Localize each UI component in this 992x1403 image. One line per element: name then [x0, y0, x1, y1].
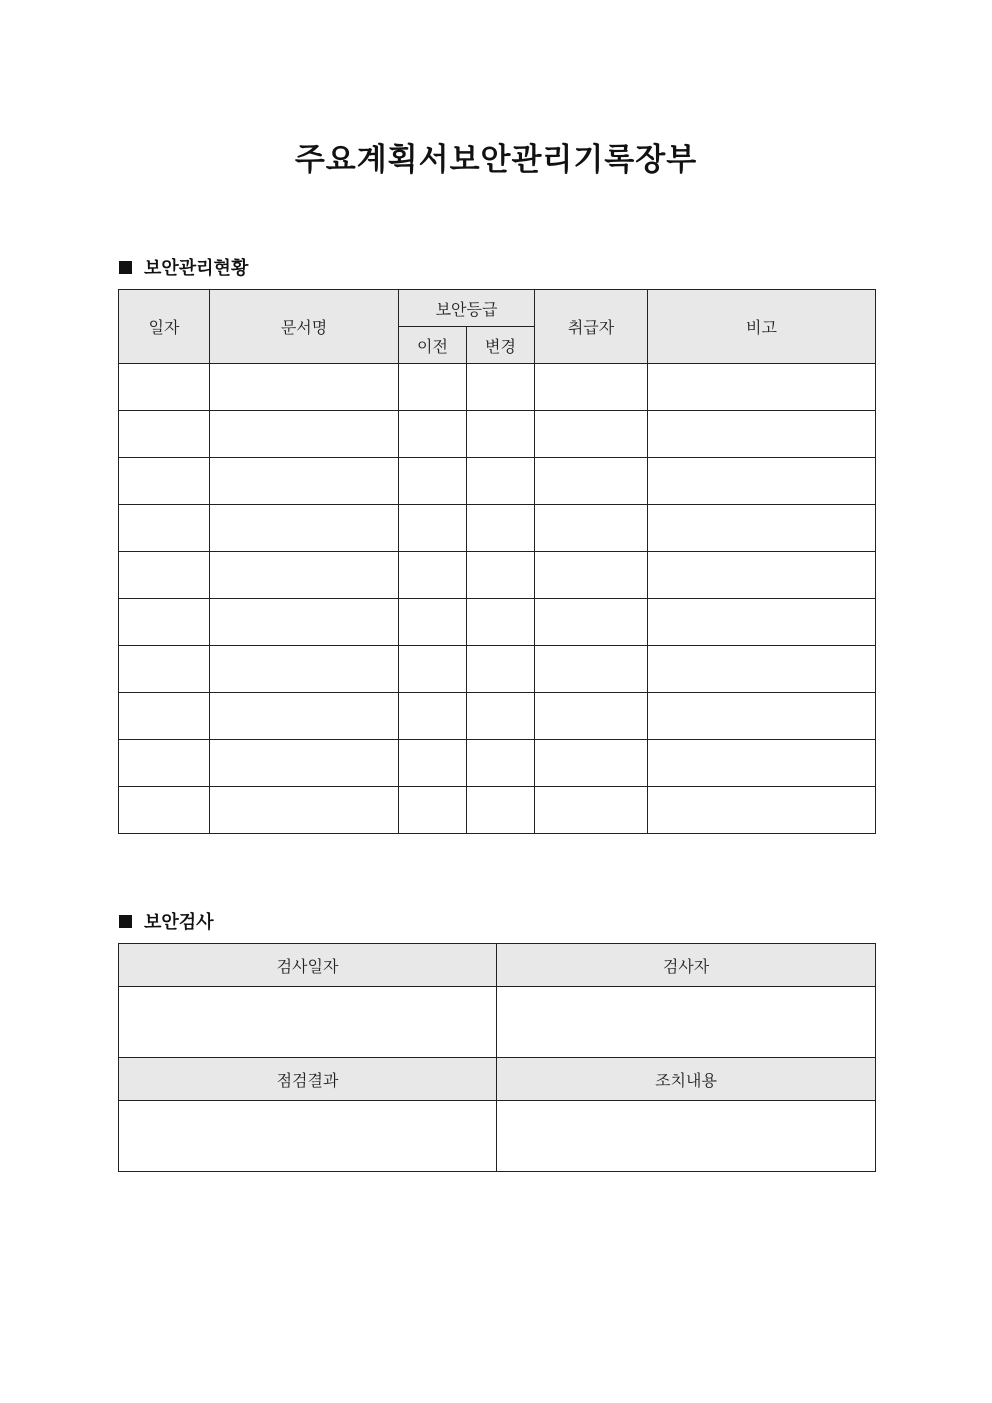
date-cell[interactable] — [119, 458, 210, 505]
table-row — [119, 364, 876, 411]
remarks-cell[interactable] — [648, 646, 876, 693]
change-cell[interactable] — [467, 552, 535, 599]
table-row — [119, 552, 876, 599]
header-document-name: 문서명 — [210, 290, 399, 364]
change-cell[interactable] — [467, 787, 535, 834]
handler-cell[interactable] — [535, 364, 648, 411]
document-name-cell[interactable] — [210, 552, 399, 599]
date-cell[interactable] — [119, 411, 210, 458]
header-handler: 취급자 — [535, 290, 648, 364]
change-cell[interactable] — [467, 740, 535, 787]
handler-cell[interactable] — [535, 787, 648, 834]
handler-cell[interactable] — [535, 552, 648, 599]
change-cell[interactable] — [467, 411, 535, 458]
square-bullet-icon — [119, 915, 132, 928]
before-cell[interactable] — [399, 505, 467, 552]
security-inspection-table — [118, 943, 876, 1172]
change-cell[interactable] — [467, 458, 535, 505]
remarks-cell[interactable] — [648, 787, 876, 834]
remarks-cell[interactable] — [648, 599, 876, 646]
date-cell[interactable] — [119, 552, 210, 599]
before-cell[interactable] — [399, 646, 467, 693]
header-date: 일자 — [119, 290, 210, 364]
table-row — [119, 787, 876, 834]
handler-cell[interactable] — [535, 693, 648, 740]
inspector-cell[interactable] — [497, 987, 876, 1058]
handler-cell[interactable] — [535, 740, 648, 787]
square-bullet-icon — [119, 261, 132, 274]
document-name-cell[interactable] — [210, 693, 399, 740]
change-cell[interactable] — [467, 364, 535, 411]
before-cell[interactable] — [399, 599, 467, 646]
change-cell[interactable] — [467, 599, 535, 646]
date-cell[interactable] — [119, 364, 210, 411]
before-cell[interactable] — [399, 364, 467, 411]
header-change: 변경 — [467, 327, 535, 364]
change-cell[interactable] — [467, 646, 535, 693]
table-row — [119, 599, 876, 646]
table-row — [119, 693, 876, 740]
security-status-table — [118, 289, 876, 834]
header-inspector: 검사자 — [497, 944, 876, 987]
table-row — [119, 411, 876, 458]
section-heading-label: 보안관리현황 — [144, 258, 249, 279]
header-check-result: 점검결과 — [119, 1058, 497, 1101]
remarks-cell[interactable] — [648, 693, 876, 740]
check-result-cell[interactable] — [119, 1101, 497, 1172]
inspection-date-cell[interactable] — [119, 987, 497, 1058]
before-cell[interactable] — [399, 552, 467, 599]
table-row — [119, 505, 876, 552]
table-row — [119, 458, 876, 505]
header-remarks: 비고 — [648, 290, 876, 364]
change-cell[interactable] — [467, 505, 535, 552]
remarks-cell[interactable] — [648, 411, 876, 458]
section-heading-security-status — [119, 254, 248, 280]
header-before: 이전 — [399, 327, 467, 364]
before-cell[interactable] — [399, 411, 467, 458]
date-cell[interactable] — [119, 787, 210, 834]
before-cell[interactable] — [399, 693, 467, 740]
header-security-grade: 보안등급 — [399, 290, 535, 327]
document-name-cell[interactable] — [210, 505, 399, 552]
change-cell[interactable] — [467, 693, 535, 740]
handler-cell[interactable] — [535, 458, 648, 505]
action-cell[interactable] — [497, 1101, 876, 1172]
header-action: 조치내용 — [497, 1058, 876, 1101]
handler-cell[interactable] — [535, 505, 648, 552]
remarks-cell[interactable] — [648, 740, 876, 787]
document-name-cell[interactable] — [210, 411, 399, 458]
before-cell[interactable] — [399, 458, 467, 505]
table-row — [119, 740, 876, 787]
document-name-cell[interactable] — [210, 599, 399, 646]
before-cell[interactable] — [399, 740, 467, 787]
table-row — [119, 646, 876, 693]
security-status-rows — [119, 364, 876, 834]
header-inspection-date: 검사일자 — [119, 944, 497, 987]
section-heading-security-inspection — [119, 908, 214, 934]
remarks-cell[interactable] — [648, 505, 876, 552]
section-heading-label: 보안검사 — [144, 912, 214, 933]
document-name-cell[interactable] — [210, 646, 399, 693]
handler-cell[interactable] — [535, 599, 648, 646]
date-cell[interactable] — [119, 599, 210, 646]
handler-cell[interactable] — [535, 646, 648, 693]
handler-cell[interactable] — [535, 411, 648, 458]
remarks-cell[interactable] — [648, 458, 876, 505]
date-cell[interactable] — [119, 505, 210, 552]
document-title: 주요계획서보안관리기록장부 — [294, 142, 698, 178]
document-name-cell[interactable] — [210, 787, 399, 834]
remarks-cell[interactable] — [648, 364, 876, 411]
date-cell[interactable] — [119, 646, 210, 693]
document-name-cell[interactable] — [210, 364, 399, 411]
date-cell[interactable] — [119, 693, 210, 740]
remarks-cell[interactable] — [648, 552, 876, 599]
document-name-cell[interactable] — [210, 458, 399, 505]
before-cell[interactable] — [399, 787, 467, 834]
date-cell[interactable] — [119, 740, 210, 787]
document-name-cell[interactable] — [210, 740, 399, 787]
